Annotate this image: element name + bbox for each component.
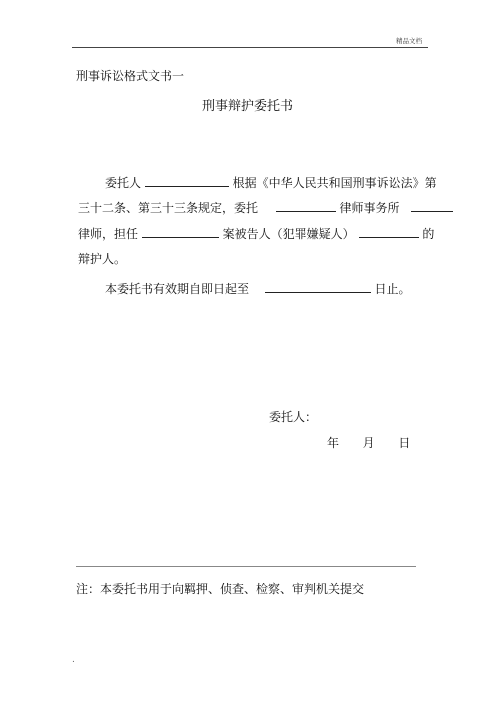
principal-name-blank: [145, 175, 229, 187]
document-title: 刑事辩护委托书: [202, 99, 294, 114]
footer-mark: .: [72, 655, 75, 665]
lawyer-role-text: 律师，担任: [78, 227, 139, 241]
submission-note: 注：本委托书用于向羁押、侦查、检察、审判机关提交: [76, 582, 365, 596]
end-date-blank: [265, 281, 371, 293]
law-firm-label: 律师事务所: [339, 201, 400, 215]
defendant-text: 案被告人（犯罪嫌疑人）: [222, 227, 355, 241]
lawyer-name-blank: [411, 200, 453, 212]
defendant-name-blank: [359, 226, 419, 238]
body-line-2: [78, 200, 453, 215]
header-rule: [72, 47, 428, 48]
body-line-1: [105, 175, 437, 190]
signature-date: [327, 436, 410, 450]
note-divider: [76, 566, 416, 567]
month-label: 月: [362, 436, 375, 450]
possessive-text: 的: [422, 227, 435, 241]
day-label: 日: [398, 436, 411, 450]
law-firm-blank: [276, 200, 336, 212]
body-line-4: 辩护人。: [78, 252, 127, 266]
series-label: 刑事诉讼格式文书一: [76, 69, 185, 83]
articles-text: 三十二条、第三十三条规定，委托: [78, 201, 259, 215]
validity-end-text: 日止。: [374, 282, 411, 296]
body-line-3: [78, 226, 434, 241]
header-tag: 精品文档: [396, 37, 422, 45]
case-name-blank: [142, 226, 219, 238]
principal-label: 委托人: [105, 176, 142, 190]
body-line-5: [105, 281, 411, 296]
signature-label: 委托人：: [269, 410, 318, 424]
validity-text: 本委托书有效期自即日起至: [105, 282, 250, 296]
law-reference: 根据《中华人民共和国刑事诉讼法》第: [232, 176, 437, 190]
year-label: 年: [327, 436, 340, 450]
